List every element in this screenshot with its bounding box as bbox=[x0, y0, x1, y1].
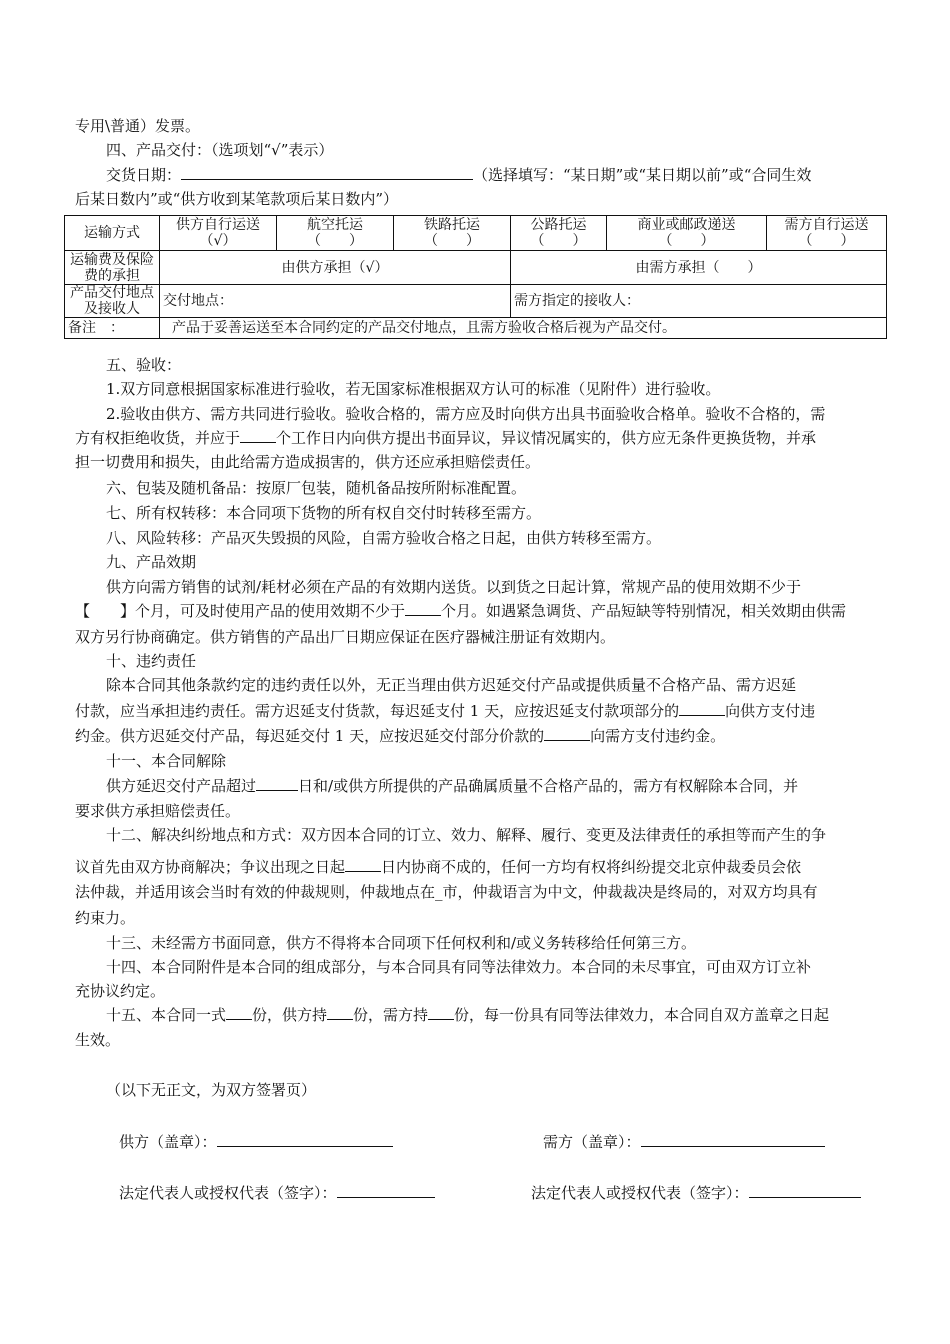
buyer-seal-line: 需方（盖章）： bbox=[543, 1131, 825, 1152]
delivery-date-hint: （选择填写：“某日期”或“某日期以前”或“合同生效 bbox=[473, 166, 812, 184]
section12-para: 十二、解决纠纷地点和方式：双方因本合同的订立、效力、解释、履行、变更及法律责任的承担等而产生的争 bbox=[106, 826, 827, 844]
cost-buyer-option[interactable]: 由需方承担（ ） bbox=[511, 251, 887, 285]
delivery-date-label: 交货日期： bbox=[106, 166, 182, 184]
section12-para-cont: 议首先由双方协商解决；争议出现之日起 日内协商不成的，任何一方均有权将纠纷提交北京仲裁委员会依 bbox=[75, 858, 802, 876]
workday-blank[interactable] bbox=[240, 428, 276, 443]
buyer-rep-field[interactable] bbox=[749, 1183, 861, 1198]
option-mark: （ ） bbox=[658, 233, 715, 249]
delay-rate-blank[interactable] bbox=[544, 726, 590, 741]
section11-para-end: 要求供方承担赔偿责任。 bbox=[75, 802, 241, 820]
section15-para: 十五、本合同一式 份，供方持 份，需方持 份，每一份具有同等法律效力，本合同自双方盖章之日起 bbox=[106, 1006, 830, 1024]
invoice-line: 专用\普通）发票。 bbox=[75, 117, 201, 135]
section9-para: 供方向需方销售的试剂/耗材必须在产品的有效期内送货。以到货之日起计算，常规产品的使用效期不少于 bbox=[106, 578, 802, 596]
place-value[interactable]: 交付地点： bbox=[160, 285, 511, 318]
section10-para-cont: 付款，应当承担违约责任。需方迟延支付货款，每迟延支付 1 天，应按迟延支付款项部分的 向供方支付违 bbox=[75, 702, 816, 720]
supplier-rep-line: 法定代表人或授权代表（签字）： bbox=[119, 1182, 435, 1203]
section11-title: 十一、本合同解除 bbox=[106, 752, 227, 770]
shipping-option-road[interactable]: 公路托运 （ ） bbox=[511, 216, 607, 251]
section5-title: 五、验收： bbox=[106, 356, 182, 374]
note-label: 备注 ： bbox=[65, 318, 160, 339]
section13: 十三、未经需方书面同意，供方不得将本合同项下任何权利和/或义务转移给任何第三方。 bbox=[106, 934, 697, 952]
shipping-option-rail[interactable]: 铁路托运 （ ） bbox=[394, 216, 511, 251]
section8: 八、风险转移：产品灭失毁损的风险，自需方验收合格之日起，由供方转移至需方。 bbox=[106, 529, 662, 547]
section14-para-end: 充协议约定。 bbox=[75, 982, 166, 1000]
place-row bbox=[65, 285, 887, 318]
section6: 六、包装及随机备品：按原厂包装，随机备品按所附标准配置。 bbox=[106, 479, 527, 497]
section14-para: 十四、本合同附件是本合同的组成部分，与本合同具有同等法律效力。本合同的未尽事宜，可由双方订立补 bbox=[106, 958, 812, 976]
option-mark: （ ） bbox=[530, 233, 587, 249]
section10-title: 十、违约责任 bbox=[106, 652, 197, 670]
buyer-rep-line: 法定代表人或授权代表（签字）： bbox=[531, 1182, 861, 1203]
section5-item2-cont: 方有权拒绝收货，并应于 个工作日内向供方提出书面异议，异议情况属实的，供方应无条件更换货物，并承 bbox=[75, 429, 817, 447]
section7: 七、所有权转移：本合同项下货物的所有权自交付时转移至需方。 bbox=[106, 504, 542, 522]
supplier-seal-field[interactable] bbox=[217, 1132, 393, 1147]
supplier-rep-field[interactable] bbox=[337, 1183, 435, 1198]
section12-para-cont2: 法仲裁，并适用该会当时有效的仲裁规则，仲裁地点在_市，仲裁语言为中文，仲裁裁决是终局的，对双方均具有 bbox=[75, 883, 818, 901]
section9-para-cont: 【 】个月，可及时使用产品的使用效期不少于 个月。如遇紧急调货、产品短缺等特别情况，相关效期由供需 bbox=[75, 602, 847, 620]
receiver-value[interactable]: 需方指定的接收人： bbox=[511, 285, 887, 318]
option-mark: （ ） bbox=[307, 233, 363, 249]
note-value: 产品于妥善运送至本合同约定的产品交付地点，且需方验收合格后视为产品交付。 bbox=[160, 318, 887, 339]
shipping-option-air[interactable]: 航空托运 （ ） bbox=[277, 216, 394, 251]
section10-para-end: 约金。供方迟延交付产品，每迟延交付 1 天，应按迟延交付部分价款的 向需方支付违约金。 bbox=[75, 727, 726, 745]
delivery-date-line bbox=[106, 165, 811, 185]
end-note: （以下无正文，为双方签署页） bbox=[106, 1081, 317, 1099]
section5-item2: 2.验收由供方、需方共同进行验收。验收合格的，需方应及时向供方出具书面验收合格单。验收不合格的，需 bbox=[106, 405, 826, 423]
shipping-option-post[interactable]: 商业或邮政递送 （ ） bbox=[607, 216, 767, 251]
copies-total-blank[interactable] bbox=[226, 1005, 252, 1020]
penalty-rate-blank[interactable] bbox=[679, 701, 725, 716]
shipping-option-supplier[interactable]: 供方自行运送 （√） bbox=[160, 216, 277, 251]
section4-title: 四、产品交付：（选项划“√”表示） bbox=[106, 141, 334, 159]
cost-label: 运输费及保险费的承担 bbox=[65, 251, 160, 285]
copies-supplier-blank[interactable] bbox=[327, 1005, 353, 1020]
section5-item1: 1.双方同意根据国家标准进行验收，若无国家标准根据双方认可的标准（见附件）进行验收。 bbox=[106, 380, 721, 398]
section12-para-end: 约束力。 bbox=[75, 909, 136, 927]
note-row bbox=[65, 318, 887, 339]
cost-supplier-option[interactable]: 由供方承担（√） bbox=[160, 251, 511, 285]
copies-buyer-blank[interactable] bbox=[428, 1005, 454, 1020]
shipping-table bbox=[64, 215, 887, 339]
shipping-option-buyer[interactable]: 需方自行运送 （ ） bbox=[767, 216, 887, 251]
section11-para: 供方延迟交付产品超过 日和/或供方所提供的产品确属质量不合格产品的，需方有权解除本合同，并 bbox=[106, 777, 799, 795]
shipping-method-row bbox=[65, 216, 887, 251]
section9-para-end: 双方另行协商确定。供方销售的产品出厂日期应保证在医疗器械注册证有效期内。 bbox=[75, 628, 616, 646]
option-mark: （ ） bbox=[424, 233, 480, 249]
section10-para: 除本合同其他条款约定的违约责任以外，无正当理由供方迟延交付产品或提供质量不合格产品、需方迟延 bbox=[106, 676, 797, 694]
section9-title: 九、产品效期 bbox=[106, 553, 197, 571]
shipping-header-cell: 运输方式 bbox=[65, 216, 160, 251]
option-mark: （ ） bbox=[798, 233, 855, 249]
delivery-date-blank[interactable] bbox=[181, 165, 473, 180]
cost-row bbox=[65, 251, 887, 285]
section15-para-end: 生效。 bbox=[75, 1031, 121, 1049]
delivery-date-hint-cont: 后某日数内”或“供方收到某笔款项后某日数内”） bbox=[75, 190, 399, 208]
supplier-seal-line: 供方（盖章）： bbox=[119, 1131, 393, 1152]
buyer-seal-field[interactable] bbox=[641, 1132, 825, 1147]
negotiation-days-blank[interactable] bbox=[345, 857, 381, 872]
section5-item2-end: 担一切费用和损失，由此给需方造成损害的，供方还应承担赔偿责任。 bbox=[75, 453, 541, 471]
termination-days-blank[interactable] bbox=[256, 776, 298, 791]
validity-blank[interactable] bbox=[405, 601, 441, 616]
option-mark: （√） bbox=[199, 233, 237, 249]
place-label: 产品交付地点及接收人 bbox=[65, 285, 160, 318]
